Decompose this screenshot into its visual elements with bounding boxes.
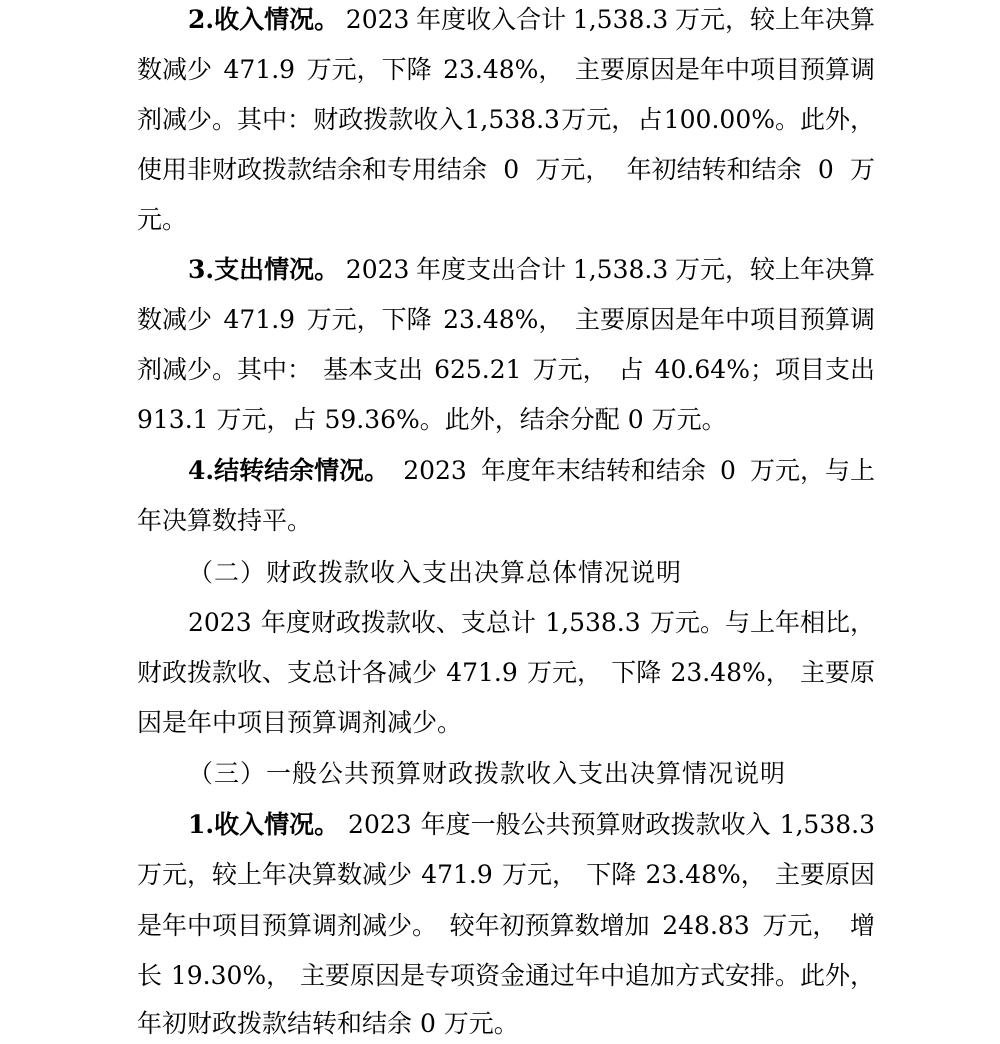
paragraph-carryover-line-2: 年决算数持平。 (137, 506, 313, 535)
section-heading-3: （三）一般公共预算财政拨款收入支出决算情况说明 (188, 759, 787, 788)
paragraph-general-budget-line-5: 年初财政拨款结转和结余 0 万元。 (137, 1009, 519, 1038)
expenditure-heading: 3.支出情况。 (188, 255, 340, 284)
paragraph-general-budget-line-3: 是年中项目预算调剂减少。 较年初预算数增加 248.83 万元， 增 (137, 911, 875, 940)
paragraph-carryover-line-1: 4.结转结余情况。 2023 年度年末结转和结余 0 万元，与上 (0, 451, 1000, 491)
paragraph-income-line-2: 数减少 471.9 万元，下降 23.48%， 主要原因是年中项目预算调 (137, 55, 875, 84)
paragraph-general-budget-line-1: 1.收入情况。 2023 年度一般公共预算财政拨款收入 1,538.3 (0, 805, 1000, 845)
carryover-heading: 4.结转结余情况。 (188, 456, 390, 485)
paragraph-general-budget-line-4: 长 19.30%， 主要原因是专项资金通过年中追加方式安排。此外， (137, 961, 875, 990)
paragraph-income-line-1: 2.收入情况。 2023 年度收入合计 1,538.3 万元，较上年决算 (0, 0, 1000, 40)
paragraph-overall-line-1: 2023 年度财政拨款收、支总计 1,538.3 万元。与上年相比， (188, 608, 875, 637)
paragraph-income-line-4: 使用非财政拨款结余和专用结余 0 万元， 年初结转和结余 0 万 (137, 155, 875, 184)
income-heading: 2.收入情况。 (188, 5, 340, 34)
paragraph-overall-line-3: 因是年中项目预算调剂减少。 (137, 708, 463, 737)
paragraph-expenditure-line-2: 数减少 471.9 万元，下降 23.48%， 主要原因是年中项目预算调 (137, 305, 875, 334)
section-heading-2: （二）财政拨款收入支出决算总体情况说明 (188, 558, 683, 587)
paragraph-income-line-3: 剂减少。其中： 财政拨款收入 1,538.3 万元， 占 100.00%。此外， (137, 105, 875, 134)
paragraph-expenditure-line-3: 剂减少。其中： 基本支出 625.21 万元， 占 40.64%；项目支出 (137, 355, 875, 384)
paragraph-expenditure-line-4: 913.1 万元，占 59.36%。此外，结余分配 0 万元。 (137, 405, 727, 434)
general-budget-income-heading: 1.收入情况。 (188, 810, 340, 839)
paragraph-general-budget-line-2: 万元，较上年决算数减少 471.9 万元， 下降 23.48%， 主要原因 (137, 860, 875, 889)
paragraph-overall-line-2: 财政拨款收、支总计各减少 471.9 万元， 下降 23.48%， 主要原 (137, 658, 875, 687)
paragraph-income-line-5: 元。 (137, 205, 188, 234)
paragraph-expenditure-line-1: 3.支出情况。 2023 年度支出合计 1,538.3 万元，较上年决算 (0, 250, 1000, 290)
